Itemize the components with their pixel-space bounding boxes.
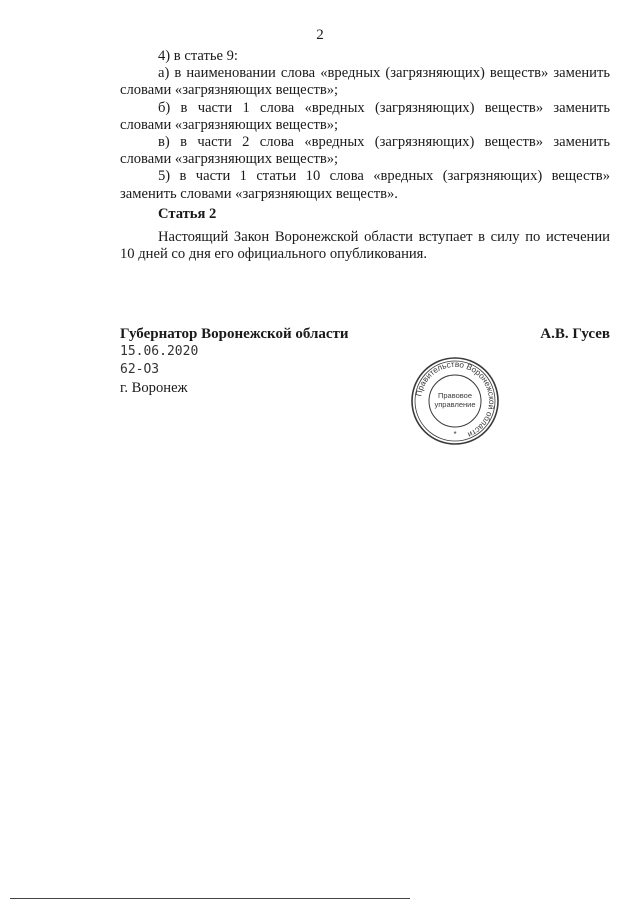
registration-number: 62-ОЗ [120,362,160,377]
amendment-paragraph: в) в части 2 слова «вредных (загрязняющих) веществ» заменить словами «загрязняющих веществ»; [120,134,610,168]
amendment-paragraph: 5) в части 1 статьи 10 слова «вредных (загрязняющих) веществ» заменить словами «загрязняющих веществ». [120,168,610,202]
page-number: 2 [316,27,324,43]
amendment-paragraph: 4) в статье 9: [158,48,238,64]
registration-date: 15.06.2020 [120,344,199,359]
signatory-name: А.В. Гусев [540,326,610,342]
amendment-paragraph: а) в наименовании слова «вредных (загрязняющих) веществ» заменить словами «загрязняющих веществ»; [120,65,610,99]
stamp-inner-line2: управление [434,400,476,409]
article-text: Настоящий Закон Воронежской области вступает в силу по истечении 10 дней со дня его официального опубликования. [120,229,610,263]
stamp-outer-text-path: Правительство Воронежской области [414,359,497,440]
amendment-paragraph: б) в части 1 слова «вредных (загрязняющих) веществ» заменить словами «загрязняющих веществ»; [120,99,610,133]
official-stamp [410,356,500,446]
signatory-title: Губернатор Воронежской области [120,326,349,342]
document-body [120,48,610,263]
registration-place: г. Воронеж [120,380,188,396]
stamp-inner-line1: Правовое [437,391,473,400]
footer-rule [10,898,410,899]
article-heading: Статья 2 [158,205,217,222]
stamp-star: * [453,430,457,439]
